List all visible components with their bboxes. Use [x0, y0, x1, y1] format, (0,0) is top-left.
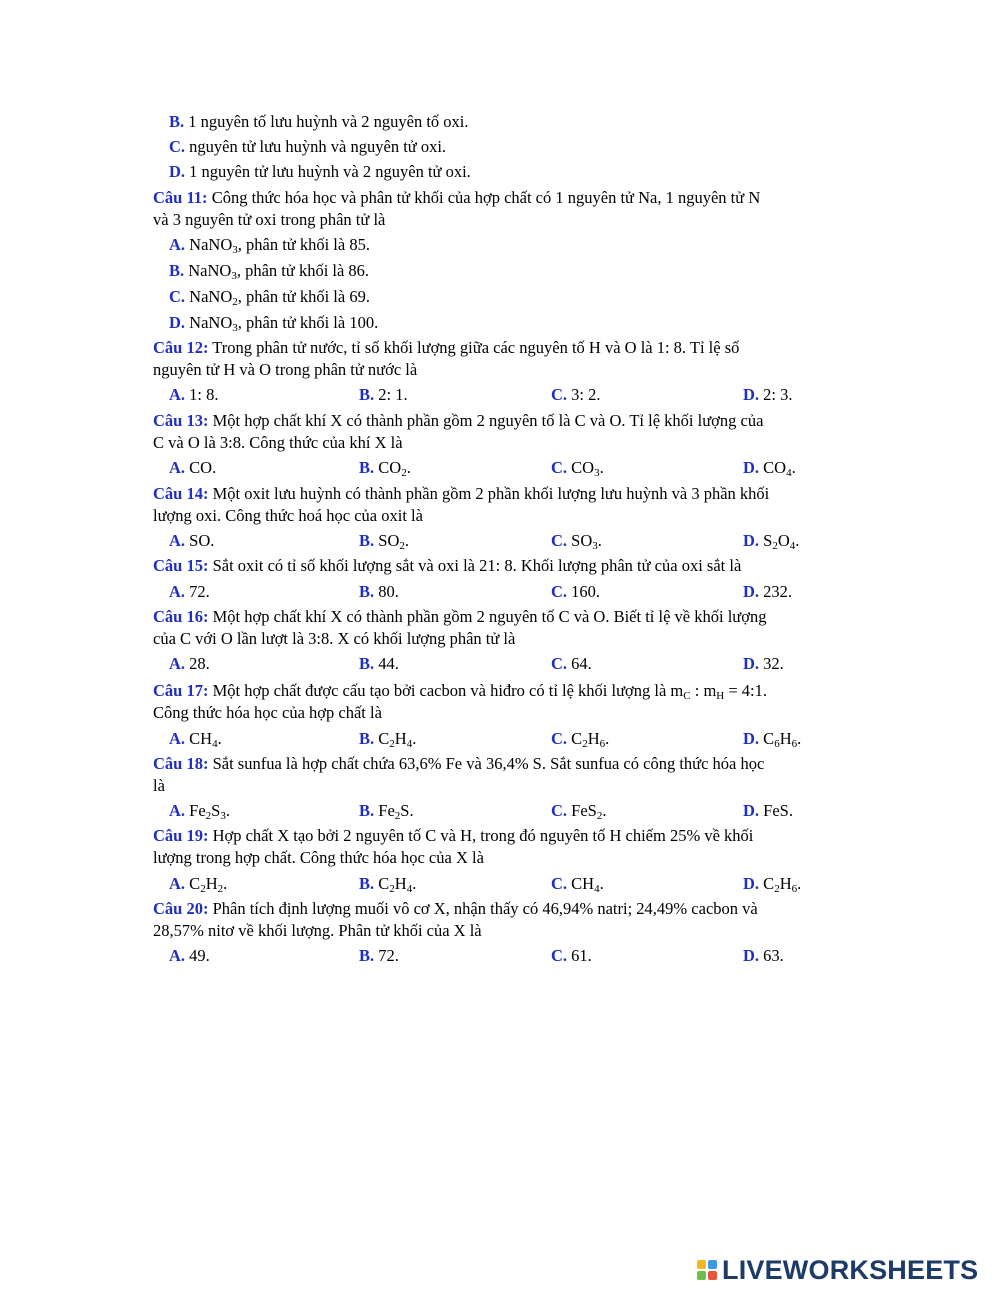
- q11-stem-line1: [153, 188, 760, 208]
- q13-stem-line2: C và O là 3:8. Công thức của khí X là: [153, 433, 403, 452]
- logo-block: [697, 1271, 706, 1280]
- formula-sub: 3: [232, 244, 238, 256]
- q19-option-d: [743, 874, 801, 894]
- q10-option-d: [169, 162, 471, 182]
- formula-end: .: [404, 531, 409, 550]
- q16-stem-line1: [153, 607, 766, 627]
- option-text: 2: 3.: [763, 385, 793, 404]
- formula: SO.: [189, 531, 215, 550]
- q12-option-d: [743, 385, 793, 405]
- q13-option-d: [743, 458, 796, 478]
- formula: C: [763, 729, 775, 748]
- formula: C: [763, 874, 775, 893]
- q14-option-b: [359, 531, 409, 551]
- question-label: Câu 18:: [153, 754, 209, 773]
- q17-stem-line1: [153, 681, 767, 701]
- option-label: D.: [743, 801, 760, 820]
- formula-sub: 2: [582, 738, 588, 750]
- formula: FeS.: [763, 801, 793, 820]
- option-text: nguyên tử lưu huỳnh và nguyên tử oxi.: [189, 137, 447, 156]
- q19-stem-line1: [153, 826, 753, 846]
- formula-sub: 6: [774, 738, 780, 750]
- formula-sub: C: [683, 690, 691, 702]
- option-text: 160.: [571, 582, 601, 601]
- q20-option-c: [551, 946, 592, 966]
- option-label: C.: [551, 582, 568, 601]
- q15-option-d: [743, 582, 792, 602]
- option-text: , phân tử khối là 86.: [236, 261, 370, 280]
- formula-end: .: [217, 729, 222, 748]
- formula-sub: 2: [394, 810, 401, 822]
- q15-option-a: [169, 582, 210, 602]
- option-label: B.: [359, 458, 375, 477]
- option-label: A.: [169, 582, 186, 601]
- q12-stem-line1: [153, 338, 739, 358]
- option-label: B.: [359, 654, 375, 673]
- option-text: 61.: [571, 946, 592, 965]
- option-label: D.: [743, 654, 760, 673]
- q14-stem-line2: lượng oxi. Công thức hoá học của oxit là: [153, 506, 423, 525]
- option-label: C.: [551, 654, 568, 673]
- option-text: 80.: [378, 582, 399, 601]
- q16-option-b: [359, 654, 399, 674]
- formula-sub: 3: [220, 810, 226, 822]
- option-text: 1 nguyên tử lưu huỳnh và 2 nguyên tử oxi.: [189, 162, 471, 181]
- q16-option-d: [743, 654, 784, 674]
- formula-end: .: [602, 801, 607, 820]
- option-label: B.: [359, 729, 375, 748]
- q11-option-a: [169, 235, 370, 255]
- formula-mid: S.: [400, 801, 414, 820]
- formula-sub: 6: [791, 738, 798, 750]
- logo-block: [708, 1271, 717, 1280]
- formula-end: .: [797, 729, 802, 748]
- option-label: A.: [169, 729, 186, 748]
- question-label: Câu 20:: [153, 899, 209, 918]
- formula: S: [763, 531, 773, 550]
- formula: FeS: [571, 801, 597, 820]
- formula: C: [378, 874, 390, 893]
- formula-sub: 2: [596, 810, 603, 822]
- option-label: C.: [551, 729, 568, 748]
- q18-option-a: [169, 801, 230, 821]
- q11-option-b: [169, 261, 369, 281]
- formula-end: .: [223, 874, 228, 893]
- q20-stem-line1: [153, 899, 758, 919]
- formula: CO: [763, 458, 787, 477]
- q15-option-c: [551, 582, 600, 602]
- question-text: Trong phân tử nước, tỉ số khối lượng giữa các nguyên tố H và O là 1: 8. Tỉ lệ số: [208, 338, 740, 357]
- option-label: C.: [551, 801, 568, 820]
- option-text: 64.: [571, 654, 592, 673]
- formula-end: .: [797, 874, 802, 893]
- option-label: D.: [743, 385, 760, 404]
- option-label: B.: [169, 261, 185, 280]
- formula-sub: 6: [791, 883, 798, 895]
- question-label: Câu 17:: [153, 681, 209, 700]
- q15-option-b: [359, 582, 399, 602]
- question-label: Câu 14:: [153, 484, 209, 503]
- q10-option-c: [169, 137, 446, 157]
- option-text: 32.: [763, 654, 784, 673]
- q14-stem-line1: [153, 484, 769, 504]
- q17-option-c: [551, 729, 609, 749]
- option-label: A.: [169, 801, 186, 820]
- formula-sub: 2: [217, 883, 224, 895]
- option-label: D.: [169, 313, 186, 332]
- option-label: A.: [169, 235, 186, 254]
- formula: SO: [571, 531, 593, 550]
- formula-mid: H: [205, 874, 218, 893]
- q18-option-b: [359, 801, 414, 821]
- formula-sub: 2: [399, 540, 405, 552]
- option-label: A.: [169, 654, 186, 673]
- q14-option-a: [169, 531, 214, 551]
- question-label: Câu 12:: [153, 338, 209, 357]
- q20-option-b: [359, 946, 399, 966]
- q11-stem-line2: và 3 nguyên tử oxi trong phân tử là: [153, 210, 386, 229]
- option-text: 72.: [378, 946, 399, 965]
- q13-option-a: [169, 458, 216, 478]
- question-label: Câu 13:: [153, 411, 209, 430]
- formula-end: .: [795, 531, 800, 550]
- formula: CH: [571, 874, 595, 893]
- formula-sub: 3: [592, 540, 598, 552]
- formula: NaNO: [189, 287, 233, 306]
- formula: Fe: [378, 801, 395, 820]
- formula: SO: [378, 531, 400, 550]
- option-label: B.: [359, 531, 375, 550]
- option-label: B.: [359, 582, 375, 601]
- option-text: 232.: [763, 582, 793, 601]
- formula-mid: H: [779, 874, 792, 893]
- option-text: 72.: [189, 582, 210, 601]
- question-text: Công thức hóa học và phân tử khối của hợp chất có 1 nguyên tử Na, 1 nguyên tử N: [207, 188, 761, 207]
- formula-sub: 2: [232, 296, 238, 308]
- formula: C: [571, 729, 583, 748]
- option-label: D.: [169, 162, 186, 181]
- q20-option-d: [743, 946, 784, 966]
- option-text: 28.: [189, 654, 210, 673]
- q12-stem-line2: nguyên tử H và O trong phân tử nước là: [153, 360, 418, 379]
- option-text: 1: 8.: [189, 385, 219, 404]
- option-text: , phân tử khối là 100.: [237, 313, 379, 332]
- option-label: D.: [743, 531, 760, 550]
- formula-sub: 2: [772, 540, 778, 552]
- q15-stem-line1: [153, 556, 741, 576]
- option-label: A.: [169, 385, 186, 404]
- formula-end: .: [605, 729, 610, 748]
- option-text: , phân tử khối là 69.: [237, 287, 370, 306]
- formula: CO.: [189, 458, 217, 477]
- formula-end: .: [412, 729, 417, 748]
- question-text: = 4:1.: [724, 681, 767, 700]
- formula-sub: 4: [789, 540, 796, 552]
- formula-mid: H: [394, 729, 407, 748]
- question-text: : m: [690, 681, 717, 700]
- formula: NaNO: [189, 313, 233, 332]
- q20-option-a: [169, 946, 210, 966]
- question-text: Hợp chất X tạo bởi 2 nguyên tố C và H, trong đó nguyên tố H chiếm 25% về khối: [208, 826, 754, 845]
- formula-mid: H: [587, 729, 600, 748]
- formula-sub: 2: [205, 810, 212, 822]
- q12-option-a: [169, 385, 219, 405]
- question-text: Một oxit lưu huỳnh có thành phần gồm 2 phần khối lượng lưu huỳnh và 3 phần khối: [208, 484, 770, 503]
- option-text: 63.: [763, 946, 784, 965]
- option-text: 49.: [189, 946, 210, 965]
- q14-option-c: [551, 531, 602, 551]
- q13-option-c: [551, 458, 604, 478]
- logo-text: LIVEWORKSHEETS: [722, 1254, 979, 1285]
- q16-stem-line2: của C với O lần lượt là 3:8. X có khối lượng phân tử là: [153, 629, 516, 648]
- formula-sub: 2: [200, 883, 206, 895]
- q18-stem-line1: [153, 754, 764, 774]
- option-text: 3: 2.: [571, 385, 601, 404]
- formula-sub: 6: [599, 738, 606, 750]
- option-label: A.: [169, 874, 186, 893]
- formula-end: .: [599, 458, 604, 477]
- option-label: D.: [743, 874, 760, 893]
- formula-sub: 2: [401, 467, 407, 479]
- formula-end: .: [412, 874, 417, 893]
- logo-block: [697, 1260, 706, 1269]
- option-text: 2: 1.: [378, 385, 408, 404]
- option-label: C.: [551, 385, 568, 404]
- formula-sub: 2: [389, 883, 395, 895]
- formula-end: .: [225, 801, 230, 820]
- formula-sub: H: [716, 690, 725, 702]
- logo-block: [708, 1260, 717, 1269]
- formula: Fe: [189, 801, 206, 820]
- option-label: B.: [359, 874, 375, 893]
- q19-option-c: [551, 874, 604, 894]
- q18-stem-line2: là: [153, 776, 165, 795]
- q17-stem-line2: Công thức hóa học của hợp chất là: [153, 703, 382, 722]
- q13-stem-line1: [153, 411, 763, 431]
- option-label: C.: [551, 458, 568, 477]
- option-label: D.: [743, 946, 760, 965]
- option-text: 1 nguyên tố lưu huỳnh và 2 nguyên tố oxi.: [188, 112, 469, 131]
- q17-option-d: [743, 729, 801, 749]
- question-label: Câu 19:: [153, 826, 209, 845]
- formula-sub: 4: [594, 883, 600, 895]
- question-label: Câu 11:: [153, 188, 208, 207]
- formula-sub: 4: [786, 467, 792, 479]
- option-label: A.: [169, 531, 186, 550]
- question-label: Câu 16:: [153, 607, 209, 626]
- formula-mid: O: [777, 531, 790, 550]
- option-label: A.: [169, 458, 186, 477]
- q11-option-c: [169, 287, 370, 307]
- option-text: , phân tử khối là 85.: [237, 235, 370, 254]
- option-label: C.: [169, 287, 186, 306]
- formula-mid: H: [779, 729, 792, 748]
- formula-mid: H: [394, 874, 407, 893]
- formula-sub: 3: [232, 322, 238, 334]
- formula-mid: S: [211, 801, 221, 820]
- formula-end: .: [406, 458, 411, 477]
- question-text: Sắt sunfua là hợp chất chứa 63,6% Fe và 36,4% S. Sắt sunfua có công thức hóa học: [208, 754, 765, 773]
- option-label: A.: [169, 946, 186, 965]
- formula-end: .: [791, 458, 796, 477]
- formula-sub: 3: [594, 467, 600, 479]
- liveworksheets-logo[interactable]: [697, 1255, 978, 1285]
- q10-option-b: [169, 112, 469, 132]
- formula: NaNO: [188, 261, 232, 280]
- formula-sub: 3: [231, 270, 237, 282]
- formula: NaNO: [189, 235, 233, 254]
- formula: C: [378, 729, 390, 748]
- formula: C: [189, 874, 201, 893]
- formula-sub: 2: [774, 883, 780, 895]
- q20-stem-line2: 28,57% nitơ về khối lượng. Phân tử khối của X là: [153, 921, 482, 940]
- option-label: B.: [359, 385, 375, 404]
- formula: CO: [378, 458, 402, 477]
- q12-option-c: [551, 385, 601, 405]
- formula-sub: 4: [406, 883, 413, 895]
- question-text: Một hợp chất được cấu tạo bởi cacbon và hiđro có tỉ lệ khối lượng là m: [208, 681, 684, 700]
- formula: CH: [189, 729, 213, 748]
- option-label: B.: [359, 946, 375, 965]
- formula-end: .: [597, 531, 602, 550]
- q11-option-d: [169, 313, 378, 333]
- q16-option-a: [169, 654, 210, 674]
- q14-option-d: [743, 531, 799, 551]
- option-text: 44.: [378, 654, 399, 673]
- question-text: Phân tích định lượng muối vô cơ X, nhận thấy có 46,94% natri; 24,49% cacbon và: [208, 899, 758, 918]
- q17-option-a: [169, 729, 222, 749]
- formula-sub: 2: [389, 738, 395, 750]
- formula-sub: 4: [406, 738, 413, 750]
- option-label: D.: [743, 729, 760, 748]
- option-label: C.: [551, 874, 568, 893]
- question-text: Một hợp chất khí X có thành phần gồm 2 nguyên tố là C và O. Tỉ lệ khối lượng của: [208, 411, 764, 430]
- question-label: Câu 15:: [153, 556, 209, 575]
- q19-option-a: [169, 874, 227, 894]
- logo-blocks-icon: [697, 1260, 717, 1280]
- option-label: D.: [743, 582, 760, 601]
- question-text: Sắt oxit có tỉ số khối lượng sắt và oxi là 21: 8. Khối lượng phân tử của oxi sắt là: [208, 556, 742, 575]
- option-label: C.: [169, 137, 186, 156]
- q12-option-b: [359, 385, 408, 405]
- q17-option-b: [359, 729, 416, 749]
- option-label: C.: [551, 531, 568, 550]
- q19-option-b: [359, 874, 416, 894]
- q13-option-b: [359, 458, 411, 478]
- q18-option-d: [743, 801, 793, 821]
- question-text: Một hợp chất khí X có thành phần gồm 2 nguyên tố C và O. Biết tỉ lệ về khối lượng: [208, 607, 767, 626]
- formula-sub: 4: [212, 738, 218, 750]
- option-label: B.: [169, 112, 185, 131]
- q16-option-c: [551, 654, 592, 674]
- option-label: B.: [359, 801, 375, 820]
- q18-option-c: [551, 801, 606, 821]
- formula-end: .: [599, 874, 604, 893]
- option-label: D.: [743, 458, 760, 477]
- q19-stem-line2: lượng trong hợp chất. Công thức hóa học của X là: [153, 848, 484, 867]
- option-label: C.: [551, 946, 568, 965]
- formula: CO: [571, 458, 595, 477]
